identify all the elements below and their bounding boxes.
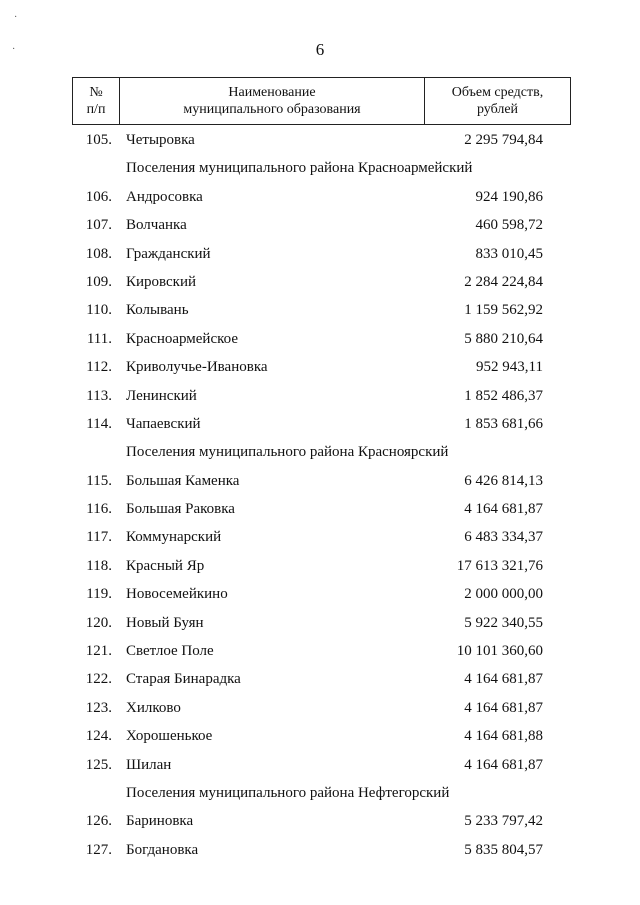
header-amount-line1: Объем средств, [451,85,544,100]
row-number: 123. [85,699,112,716]
table-row [0,523,640,551]
header-name-line1: Наименование [228,85,316,100]
section-heading: Поселения муниципального района Красноармейский [126,160,473,177]
table-row [0,609,640,637]
scan-speck: · [14,12,18,23]
row-number: 109. [85,273,112,290]
municipality-name: Гражданский [126,245,211,262]
municipality-name: Криволучье-Ивановка [126,359,268,376]
row-number: 113. [86,387,112,404]
row-number: 117. [86,529,112,546]
row-number: 106. [85,188,112,205]
municipality-name: Большая Каменка [126,472,240,489]
table-row [0,637,640,665]
header-name-column [120,78,425,124]
funding-amount: 6 426 814,13 [464,472,543,489]
header-name-line2: муниципального образования [183,102,361,117]
row-number: 108. [85,245,112,262]
header-amount-line2: рублей [476,102,519,117]
header-amount-column [425,78,570,124]
municipality-name: Большая Раковка [126,501,235,518]
table-row [0,268,640,296]
table-row [0,722,640,750]
funding-amount: 4 164 681,87 [464,671,543,688]
table-row [0,240,640,268]
funding-amount: 4 164 681,87 [464,501,543,518]
funding-amount: 4 164 681,87 [464,699,543,716]
section-heading: Поселения муниципального района Нефтегорский [126,784,450,801]
row-number: 120. [85,614,112,631]
row-number: 122. [85,671,112,688]
table-row [0,382,640,410]
municipality-name: Хилково [126,699,181,716]
table-row [0,665,640,693]
page-number: 6 [315,40,325,59]
table-row [0,580,640,608]
funding-amount: 2 295 794,84 [464,132,543,148]
funding-amount: 1 853 681,66 [464,415,543,432]
funding-amount: 10 101 360,60 [456,643,543,660]
municipality-name: Светлое Поле [126,643,214,660]
section-heading-row [0,154,640,182]
table-row [0,552,640,580]
row-number: 118. [86,557,112,574]
funding-amount: 924 190,86 [475,188,543,205]
municipality-name: Красный Яр [126,557,205,574]
row-number: 110. [86,302,112,319]
row-number: 114. [86,415,112,432]
scan-speck: · [12,44,16,55]
row-number: 121. [85,643,112,660]
row-number: 116. [86,501,112,518]
row-number: 115. [86,472,112,489]
section-heading: Поселения муниципального района Красноярский [126,444,449,461]
header-number-column [73,78,120,124]
funding-amount: 5 922 340,55 [464,614,543,631]
section-heading-row [0,779,640,807]
row-number: 125. [85,756,112,773]
municipality-name: Бариновка [126,813,194,830]
funding-amount: 2 000 000,00 [464,586,543,603]
table-row [0,183,640,211]
table-row [0,353,640,381]
municipality-name: Кировский [126,273,197,290]
municipality-name: Новый Буян [126,614,204,631]
funding-amount: 5 835 804,57 [464,841,543,858]
table-row [0,495,640,523]
funding-amount: 5 233 797,42 [464,813,543,830]
section-heading-row [0,438,640,466]
table-row [0,467,640,495]
funding-amount: 952 943,11 [476,359,543,376]
row-number: 105. [85,132,112,148]
table-row [0,126,640,154]
row-number: 124. [85,728,112,745]
municipality-name: Андросовка [126,188,203,205]
funding-amount: 5 880 210,64 [464,330,543,347]
row-number: 111. [86,330,112,347]
funding-amount: 833 010,45 [475,245,543,262]
table-row [0,211,640,239]
funding-amount: 2 284 224,84 [464,273,543,290]
municipality-name: Богдановка [126,841,199,858]
header-number-line2: п/п [86,102,106,117]
funding-amount: 1 159 562,92 [464,302,543,319]
municipality-name: Хорошенькое [126,728,213,745]
row-number: 112. [86,359,112,376]
funding-amount: 17 613 321,76 [456,557,543,574]
funding-amount: 6 483 334,37 [464,529,543,546]
funding-amount: 460 598,72 [475,217,543,234]
municipality-name: Колывань [126,302,189,319]
municipality-name: Четыровка [126,132,195,148]
municipality-name: Шилан [126,756,172,773]
table-row [0,807,640,835]
table-row [0,836,640,864]
row-number: 107. [85,217,112,234]
municipality-name: Новосемейкино [126,586,228,603]
municipality-name: Старая Бинарадка [126,671,241,688]
municipality-name: Чапаевский [126,415,201,432]
row-number: 127. [85,841,112,858]
table-row [0,751,640,779]
municipality-name: Красноармейское [126,330,238,347]
table-row [0,694,640,722]
row-number: 119. [86,586,112,603]
header-number-line1: № [89,85,103,100]
table-body [0,126,640,864]
funding-amount: 1 852 486,37 [464,387,543,404]
table-row [0,410,640,438]
row-number: 126. [85,813,112,830]
table-row [0,296,640,324]
table-header [72,77,571,125]
municipality-name: Ленинский [126,387,197,404]
municipality-name: Коммунарский [126,529,222,546]
funding-amount: 4 164 681,88 [464,728,543,745]
table-row [0,325,640,353]
funding-amount: 4 164 681,87 [464,756,543,773]
municipality-name: Волчанка [126,217,187,234]
